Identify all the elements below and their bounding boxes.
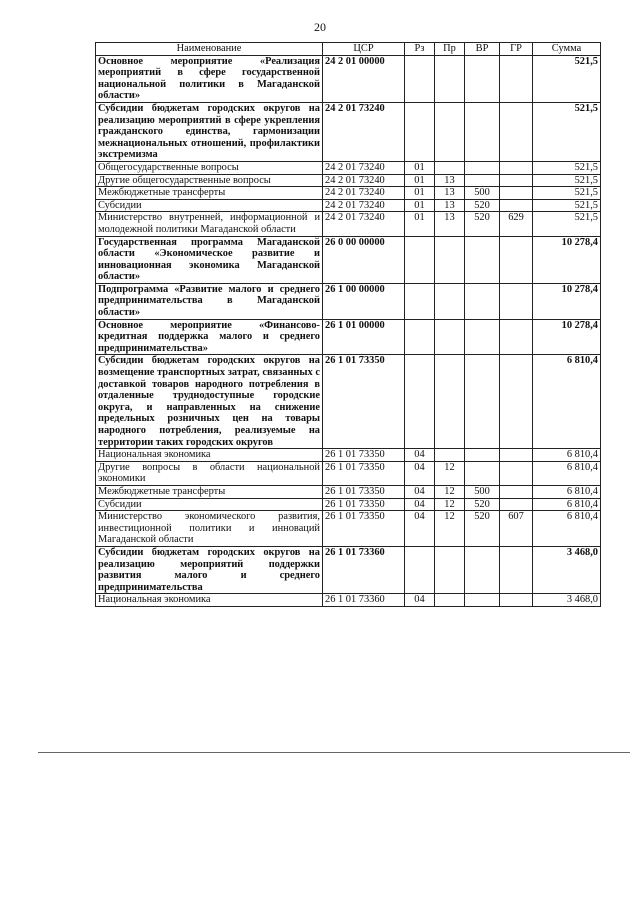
- cell-vr: [465, 461, 500, 485]
- cell-name: Межбюджетные трансферты: [96, 187, 323, 200]
- cell-rz: 04: [405, 449, 435, 462]
- table-row: [96, 511, 601, 547]
- table-row: [96, 212, 601, 236]
- cell-pr: 12: [435, 498, 465, 511]
- cell-sum: 521,5: [533, 199, 601, 212]
- cell-gr: 629: [500, 212, 533, 236]
- budget-table: [95, 42, 601, 607]
- cell-rz: [405, 319, 435, 355]
- cell-vr: 500: [465, 485, 500, 498]
- cell-rz: 01: [405, 187, 435, 200]
- cell-gr: [500, 498, 533, 511]
- column-header-csr: ЦСР: [323, 43, 405, 56]
- cell-sum: 521,5: [533, 102, 601, 161]
- cell-name: Другие общегосударственные вопросы: [96, 174, 323, 187]
- cell-gr: [500, 546, 533, 593]
- cell-name: Субсидии бюджетам городских округов на реализацию мероприятий в сфере укрепления гражданского единства, гармонизации межнациональных отношений, профилактики экстремизма: [96, 102, 323, 161]
- cell-pr: [435, 319, 465, 355]
- cell-vr: [465, 55, 500, 102]
- cell-csr: 24 2 01 73240: [323, 212, 405, 236]
- column-header-sum: Сумма: [533, 43, 601, 56]
- cell-name: Основное мероприятие «Реализация мероприятий в сфере государственной национальной политики в Магаданской области»: [96, 55, 323, 102]
- table-row: [96, 187, 601, 200]
- cell-csr: 24 2 01 73240: [323, 161, 405, 174]
- table-header-row: [96, 43, 601, 56]
- cell-vr: [465, 546, 500, 593]
- cell-sum: 521,5: [533, 161, 601, 174]
- cell-name: Министерство внутренней, информационной и молодежной политики Магаданской области: [96, 212, 323, 236]
- cell-vr: 500: [465, 187, 500, 200]
- cell-vr: [465, 355, 500, 449]
- cell-vr: [465, 102, 500, 161]
- cell-rz: 01: [405, 174, 435, 187]
- cell-rz: [405, 236, 435, 283]
- cell-pr: [435, 161, 465, 174]
- cell-pr: 13: [435, 174, 465, 187]
- cell-vr: [465, 283, 500, 319]
- bottom-divider: [38, 752, 630, 753]
- table-row: [96, 461, 601, 485]
- cell-csr: 26 1 01 73350: [323, 498, 405, 511]
- cell-sum: 521,5: [533, 212, 601, 236]
- cell-pr: [435, 236, 465, 283]
- cell-csr: 24 2 01 73240: [323, 187, 405, 200]
- cell-gr: [500, 236, 533, 283]
- cell-pr: [435, 55, 465, 102]
- cell-gr: [500, 319, 533, 355]
- table-row: [96, 594, 601, 607]
- cell-sum: 6 810,4: [533, 485, 601, 498]
- table-row: [96, 449, 601, 462]
- cell-rz: 04: [405, 461, 435, 485]
- cell-pr: [435, 449, 465, 462]
- table-row: [96, 55, 601, 102]
- cell-csr: 26 1 01 73350: [323, 461, 405, 485]
- page-number: 20: [314, 20, 326, 34]
- cell-gr: 607: [500, 511, 533, 547]
- cell-rz: 04: [405, 594, 435, 607]
- cell-name: Субсидии бюджетам городских округов на реализацию мероприятий поддержки развития малого и среднего предпринимательства: [96, 546, 323, 593]
- table-row: [96, 161, 601, 174]
- cell-sum: 6 810,4: [533, 449, 601, 462]
- cell-csr: 24 2 01 73240: [323, 102, 405, 161]
- column-header-pr: Пр: [435, 43, 465, 56]
- cell-name: Субсидии: [96, 498, 323, 511]
- cell-gr: [500, 199, 533, 212]
- cell-name: Государственная программа Магаданской области «Экономическое развитие и инновационная экономика Магаданской области»: [96, 236, 323, 283]
- cell-pr: 13: [435, 199, 465, 212]
- cell-pr: [435, 283, 465, 319]
- cell-gr: [500, 485, 533, 498]
- column-header-vr: ВР: [465, 43, 500, 56]
- table-row: [96, 485, 601, 498]
- cell-sum: 6 810,4: [533, 511, 601, 547]
- cell-csr: 24 2 01 00000: [323, 55, 405, 102]
- cell-gr: [500, 102, 533, 161]
- cell-rz: [405, 283, 435, 319]
- cell-rz: 01: [405, 161, 435, 174]
- cell-name: Национальная экономика: [96, 449, 323, 462]
- table-row: [96, 498, 601, 511]
- cell-vr: 520: [465, 199, 500, 212]
- table-row: [96, 546, 601, 593]
- table-row: [96, 236, 601, 283]
- cell-vr: [465, 594, 500, 607]
- cell-vr: [465, 174, 500, 187]
- cell-gr: [500, 594, 533, 607]
- cell-csr: 26 1 01 73350: [323, 511, 405, 547]
- cell-pr: [435, 546, 465, 593]
- cell-pr: [435, 594, 465, 607]
- cell-vr: [465, 161, 500, 174]
- cell-sum: 6 810,4: [533, 355, 601, 449]
- cell-gr: [500, 283, 533, 319]
- cell-gr: [500, 174, 533, 187]
- cell-pr: 12: [435, 511, 465, 547]
- cell-sum: 521,5: [533, 55, 601, 102]
- cell-gr: [500, 55, 533, 102]
- cell-rz: 04: [405, 485, 435, 498]
- cell-vr: [465, 319, 500, 355]
- cell-csr: 26 1 01 73350: [323, 355, 405, 449]
- cell-name: Другие вопросы в области национальной экономики: [96, 461, 323, 485]
- cell-vr: 520: [465, 212, 500, 236]
- cell-name: Основное мероприятие «Финансово-кредитная поддержка малого и среднего предпринимательства»: [96, 319, 323, 355]
- cell-sum: 3 468,0: [533, 546, 601, 593]
- table-row: [96, 319, 601, 355]
- cell-name: Субсидии: [96, 199, 323, 212]
- cell-vr: 520: [465, 498, 500, 511]
- cell-pr: 13: [435, 212, 465, 236]
- table-row: [96, 283, 601, 319]
- cell-gr: [500, 449, 533, 462]
- cell-name: Межбюджетные трансферты: [96, 485, 323, 498]
- cell-sum: 10 278,4: [533, 319, 601, 355]
- table-row: [96, 102, 601, 161]
- column-header-name: Наименование: [96, 43, 323, 56]
- cell-rz: 04: [405, 511, 435, 547]
- cell-gr: [500, 461, 533, 485]
- cell-csr: 26 1 01 73360: [323, 546, 405, 593]
- cell-sum: 10 278,4: [533, 236, 601, 283]
- cell-pr: [435, 355, 465, 449]
- cell-pr: [435, 102, 465, 161]
- cell-rz: [405, 355, 435, 449]
- cell-gr: [500, 187, 533, 200]
- cell-name: Общегосударственные вопросы: [96, 161, 323, 174]
- table-row: [96, 199, 601, 212]
- cell-pr: 13: [435, 187, 465, 200]
- table-row: [96, 174, 601, 187]
- cell-csr: 26 0 00 00000: [323, 236, 405, 283]
- cell-csr: 24 2 01 73240: [323, 174, 405, 187]
- cell-rz: 01: [405, 212, 435, 236]
- cell-csr: 26 1 01 73350: [323, 449, 405, 462]
- cell-rz: [405, 546, 435, 593]
- cell-pr: 12: [435, 485, 465, 498]
- cell-sum: 6 810,4: [533, 498, 601, 511]
- cell-rz: 04: [405, 498, 435, 511]
- cell-csr: 26 1 00 00000: [323, 283, 405, 319]
- cell-csr: 26 1 01 00000: [323, 319, 405, 355]
- cell-rz: [405, 102, 435, 161]
- cell-gr: [500, 355, 533, 449]
- cell-csr: 26 1 01 73350: [323, 485, 405, 498]
- cell-rz: 01: [405, 199, 435, 212]
- cell-vr: [465, 236, 500, 283]
- cell-csr: 24 2 01 73240: [323, 199, 405, 212]
- table-row: [96, 355, 601, 449]
- column-header-gr: ГР: [500, 43, 533, 56]
- cell-name: Министерство экономического развития, инвестиционной политики и инноваций Магаданской области: [96, 511, 323, 547]
- cell-vr: 520: [465, 511, 500, 547]
- cell-rz: [405, 55, 435, 102]
- cell-csr: 26 1 01 73360: [323, 594, 405, 607]
- cell-sum: 10 278,4: [533, 283, 601, 319]
- cell-vr: [465, 449, 500, 462]
- cell-gr: [500, 161, 533, 174]
- cell-name: Субсидии бюджетам городских округов на возмещение транспортных затрат, связанных с доставкой товаров народного потребления в отдаленные труднодоступные городские округа, и направленных на снижение предельных розничных цен на товары народного потребления, реализуемые на территории таких городских округов: [96, 355, 323, 449]
- cell-sum: 521,5: [533, 174, 601, 187]
- cell-sum: 6 810,4: [533, 461, 601, 485]
- cell-sum: 521,5: [533, 187, 601, 200]
- cell-name: Подпрограмма «Развитие малого и среднего предпринимательства в Магаданской области»: [96, 283, 323, 319]
- cell-name: Национальная экономика: [96, 594, 323, 607]
- cell-pr: 12: [435, 461, 465, 485]
- column-header-rz: Рз: [405, 43, 435, 56]
- cell-sum: 3 468,0: [533, 594, 601, 607]
